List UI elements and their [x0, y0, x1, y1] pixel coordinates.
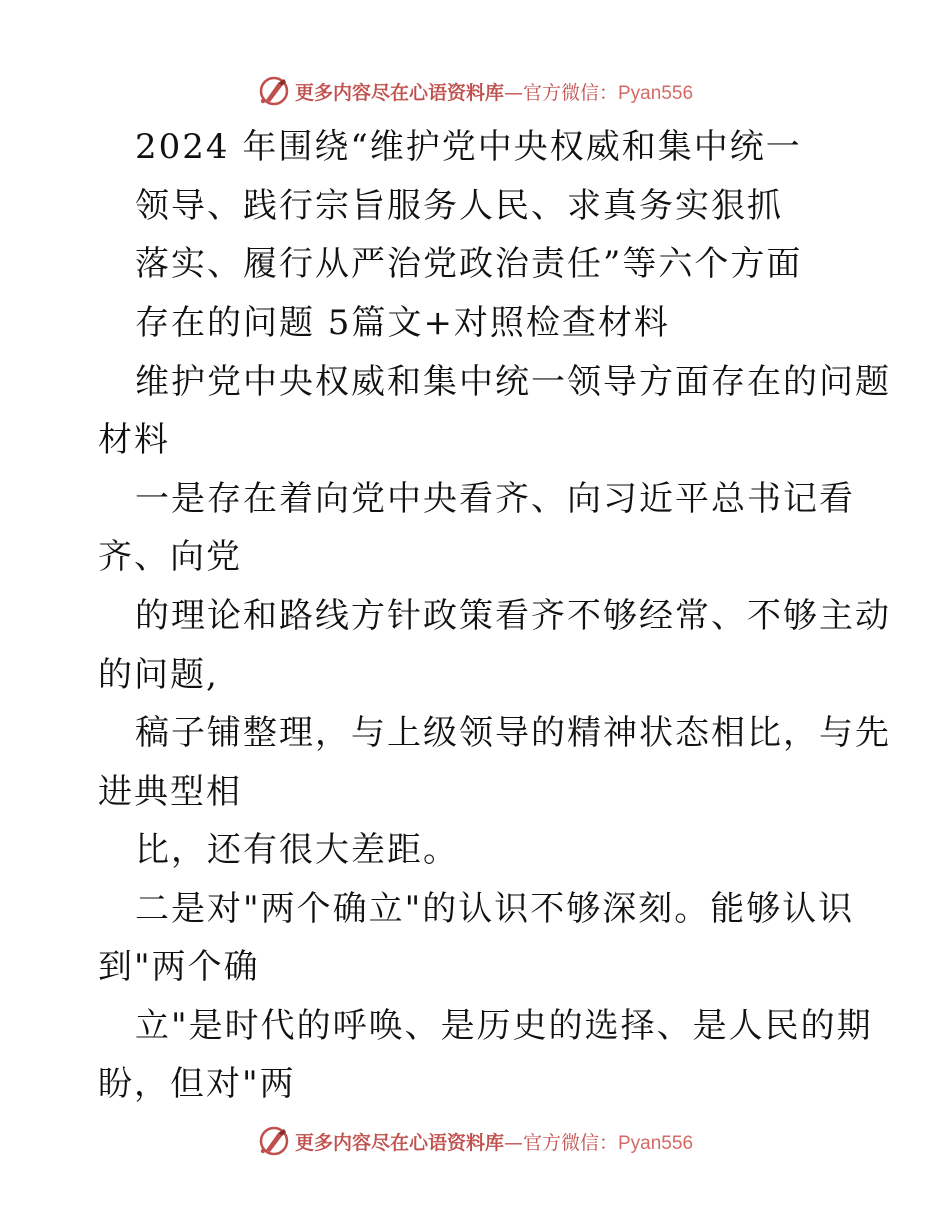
- section-heading-continued: 材料: [98, 420, 170, 460]
- section-heading: 维护党中央权威和集中统一领导方面存在的问题: [135, 362, 891, 402]
- pen-nib-logo-icon: [257, 1124, 291, 1158]
- paragraph-line: 齐、向党: [98, 537, 242, 577]
- title-line-4: 存在的问题 5篇文+对照检查材料: [135, 303, 670, 343]
- paragraph-line: 到"两个确: [98, 947, 260, 987]
- banner-title: 更多内容尽在心语资料库: [294, 1131, 504, 1154]
- paragraph-line: 盼，但对"两: [98, 1064, 296, 1104]
- paragraph-line: 二是对"两个确立"的认识不够深刻。能够认识: [135, 889, 855, 929]
- footer-banner: [0, 1121, 950, 1161]
- banner-wechat-id: Pyan556: [618, 82, 694, 104]
- paragraph-line: 的理论和路线方针政策看齐不够经常、不够主动: [135, 596, 891, 636]
- paragraph-line: 进典型相: [98, 772, 242, 812]
- paragraph-line: 一是存在着向党中央看齐、向习近平总书记看: [135, 479, 855, 519]
- paragraph-line: 的问题,: [98, 655, 219, 695]
- banner-separator: —: [503, 81, 523, 104]
- banner-wechat-id: Pyan556: [618, 1132, 694, 1154]
- title-line-2: 领导、践行宗旨服务人民、求真务实狠抓: [135, 186, 783, 226]
- banner-title: 更多内容尽在心语资料库: [294, 81, 504, 104]
- paragraph-line: 立"是时代的呼唤、是历史的选择、是人民的期: [135, 1006, 873, 1046]
- banner-separator: —: [503, 1131, 523, 1154]
- banner-wechat-label: 官方微信：: [522, 81, 618, 104]
- paragraph-line: 稿子铺整理，与上级领导的精神状态相比，与先: [135, 713, 891, 753]
- title-line-1: 2024 年围绕“维护党中央权威和集中统一: [135, 127, 802, 167]
- banner-wechat-label: 官方微信：: [522, 1131, 618, 1154]
- title-line-3: 落实、履行从严治党政治责任”等六个方面: [135, 244, 803, 284]
- paragraph-line: 比，还有很大差距。: [135, 830, 459, 870]
